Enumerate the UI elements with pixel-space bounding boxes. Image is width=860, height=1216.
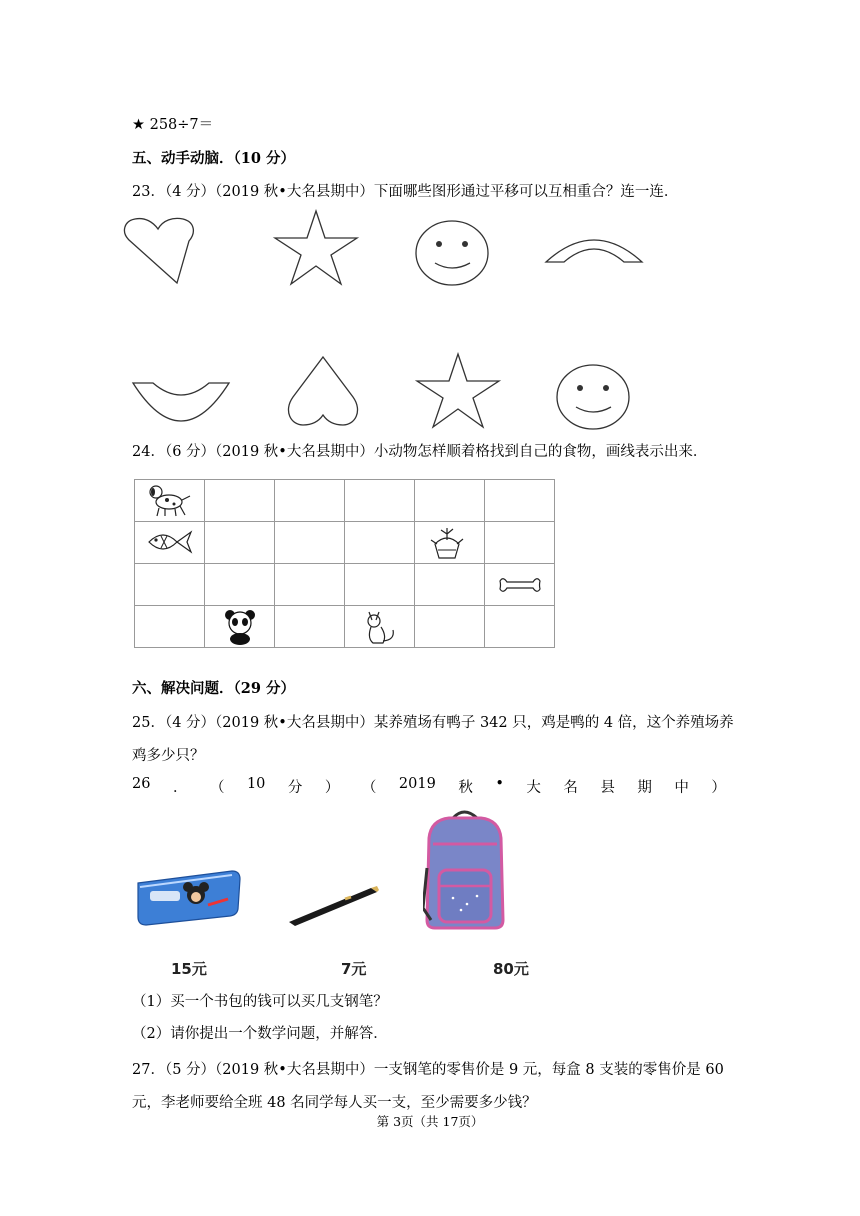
pencil-case-image (134, 865, 242, 929)
q26-part: • (495, 776, 504, 792)
q26-part: 名 (563, 780, 578, 796)
price-pencil-case: 15元 (171, 960, 207, 978)
grid-cell (345, 480, 415, 522)
grid-cell (275, 606, 345, 648)
grid-cell (275, 522, 345, 564)
smiley-shape-bottom (555, 363, 633, 431)
page-footer: 第 3页（共 17页） (376, 1114, 484, 1129)
grid-cell (205, 480, 275, 522)
grid-cell (135, 522, 205, 564)
q26-part: ． (172, 780, 188, 796)
bowl-shape-bottom (131, 381, 231, 427)
grid-cell (205, 522, 275, 564)
grid-cell (345, 522, 415, 564)
calc-line: ★ 258÷7＝ (132, 117, 214, 133)
fish-icon (145, 526, 195, 558)
backpack-image (423, 808, 505, 930)
q26-part: 2019 (398, 776, 436, 792)
q26-part: 县 (600, 780, 615, 796)
heart-shape-bottom (283, 355, 363, 427)
price-backpack: 80元 (493, 960, 529, 978)
price-pen: 7元 (341, 960, 367, 978)
arch-shape-top (544, 232, 644, 264)
grid-cell (485, 480, 555, 522)
grid-cell (415, 564, 485, 606)
question-26-sub1: （1）买一个书包的钱可以买几支钢笔？ (132, 994, 388, 1010)
question-24: 24．（6 分）（2019 秋•大名县期中）小动物怎样顺着格找到自己的食物，画线表示出来． (132, 444, 708, 460)
q26-part: （ (209, 780, 225, 796)
q26-part: ） (324, 780, 340, 796)
question-23: 23．（4 分）（2019 秋•大名县期中）下面哪些图形通过平移可以互相重合？连一连． (132, 184, 679, 200)
section-heading-6: 六、解决问题．（29 分） (132, 680, 295, 697)
question-25-line1: 25．（4 分）（2019 秋•大名县期中）某养殖场有鸭子 342 只，鸡是鸭的 4 倍，这个养殖场养 (132, 715, 734, 731)
grid-cell (275, 564, 345, 606)
section-heading-5: 五、动手动脑．（10 分） (132, 150, 295, 167)
q26-part: 26 (132, 776, 151, 792)
question-25-line2: 鸡多少只？ (132, 748, 205, 764)
grid-cell (485, 564, 555, 606)
q26-part: 分 (287, 780, 303, 796)
q26-part: ） (711, 780, 726, 796)
grid-cell (135, 564, 205, 606)
dog-icon (145, 484, 193, 518)
grid-cell (485, 606, 555, 648)
grid-cell (135, 480, 205, 522)
q26-part: 大 (526, 780, 541, 796)
bone-icon (499, 576, 541, 594)
animal-food-grid (134, 479, 555, 648)
grid-cell (345, 606, 415, 648)
q26-part: 期 (637, 780, 652, 796)
bamboo-shoot-icon (429, 526, 465, 560)
q26-part: （ (361, 780, 377, 796)
smiley-shape-top (414, 219, 492, 287)
pen-image (285, 882, 381, 928)
question-27-line1: 27．（5 分）（2019 秋•大名县期中）一支钢笔的零售价是 9 元，每盒 8 支装的零售价是 60 (132, 1062, 724, 1078)
star-shape-top (272, 209, 360, 287)
heart-shape-top (115, 215, 220, 290)
grid-cell (345, 564, 415, 606)
grid-cell (275, 480, 345, 522)
grid-cell (415, 480, 485, 522)
question-26-header (132, 776, 726, 797)
grid-cell (485, 522, 555, 564)
grid-cell (415, 522, 485, 564)
panda-icon (223, 609, 257, 645)
grid-cell (415, 606, 485, 648)
star-shape-bottom (414, 352, 502, 430)
question-27-line2: 元，李老师要给全班 48 名同学每人买一支，至少需要多少钱？ (132, 1095, 537, 1111)
q26-part: 中 (674, 780, 689, 796)
q26-part: 秋 (458, 780, 473, 796)
question-26-sub2: （2）请你提出一个数学问题，并解答． (132, 1026, 388, 1042)
cat-icon (363, 608, 399, 646)
grid-cell (205, 606, 275, 648)
q26-part: 10 (246, 776, 266, 792)
grid-cell (135, 606, 205, 648)
grid-cell (205, 564, 275, 606)
